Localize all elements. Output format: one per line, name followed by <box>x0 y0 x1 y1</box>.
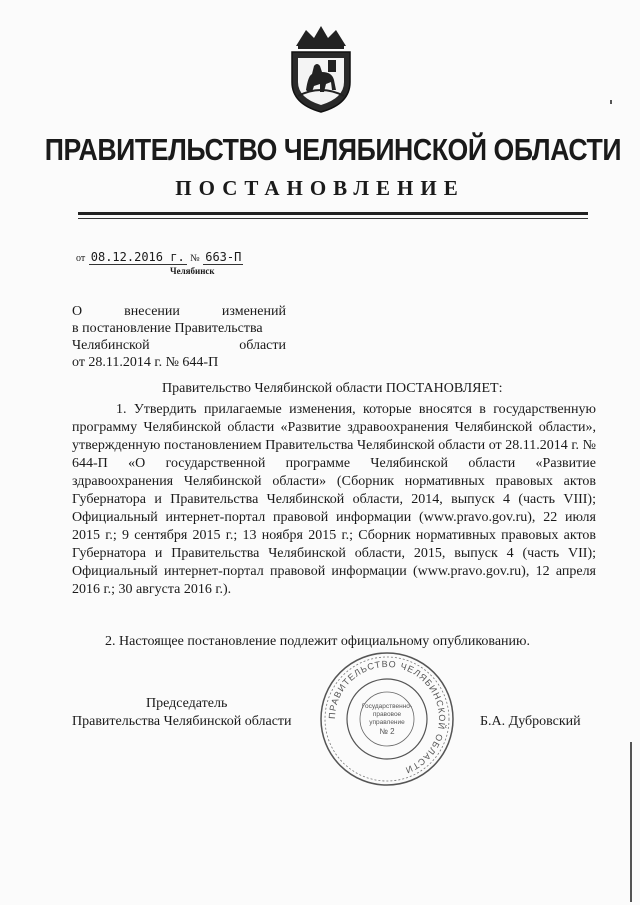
seal-inner-line: управление <box>369 719 405 726</box>
coat-of-arms-emblem <box>284 24 358 114</box>
item-1-paragraph: 1. Утвердить прилагаемые изменения, которые вносятся в государственную программу Челябинской области «Развитие здравоохранения Челябинской области», утвержденную постановлением Правительства Челябинской области от 28.11.2014 г. № 644-П «О государственной программе Челябинской области «Развитие здравоохранения Челябинской области» (Сборник нормативных правовых актов Губернатора и Правительства Челябинской области, 2014, выпуск 4 (часть VIII); Официальный интернет-портал правовой информации (www.pravo.gov.ru), 22 июля 2015 г.; 9 сентября 2015 г.; 13 ноября 2015 г.; Сборник нормативных правовых актов Губернатора и Правительства Челябинской области, 2015, выпуск 4 (часть VII); Официальный интернет-портал правовой информации (www.pravo.gov.ru), 12 апреля 2016 г.; 30 августа 2016 г.). <box>72 402 596 597</box>
scan-artifact-line <box>630 742 632 902</box>
header-rule-thick <box>78 212 588 215</box>
seal-outer-text: ПРАВИТЕЛЬСТВО ЧЕЛЯБИНСКОЙ ОБЛАСТИ <box>326 658 448 776</box>
date-number-line <box>76 250 243 266</box>
official-seal <box>318 650 456 788</box>
subject-line: от 28.11.2014 г. № 644-П <box>72 355 219 370</box>
subject-line: в постановление Правительства <box>72 321 263 336</box>
number-label: № <box>190 253 200 264</box>
signer-name: Б.А. Дубровский <box>480 714 581 729</box>
body-text <box>72 401 596 599</box>
document-number: 663-П <box>205 250 242 264</box>
seal-inner-line: Государственно- <box>361 703 413 710</box>
subject-line: О внесении изменений <box>72 304 286 319</box>
document-type-title: ПОСТАНОВЛЕНИЕ <box>175 176 465 200</box>
seal-inner-line: № 2 <box>379 727 395 736</box>
signer-role-line-2: Правительства Челябинской области <box>72 714 292 729</box>
seal-inner-line: правовое <box>372 711 402 718</box>
document-date: 08.12.2016 г. <box>90 250 185 264</box>
scan-artifact-mark <box>610 100 612 104</box>
header-rule-thin <box>78 218 588 219</box>
subject-line: Челябинской области <box>72 338 286 353</box>
preamble: Правительство Челябинской области ПОСТАНОВЛЯЕТ: <box>162 381 503 396</box>
government-title: ПРАВИТЕЛЬСТВО ЧЕЛЯБИНСКОЙ ОБЛАСТИ <box>44 132 622 167</box>
document-subject <box>72 303 286 371</box>
item-2-paragraph: 2. Настоящее постановление подлежит официальному опубликованию. <box>105 634 530 649</box>
city-label: Челябинск <box>170 266 215 276</box>
signer-role-line-1: Председатель <box>146 696 228 711</box>
from-label: от <box>76 253 86 264</box>
